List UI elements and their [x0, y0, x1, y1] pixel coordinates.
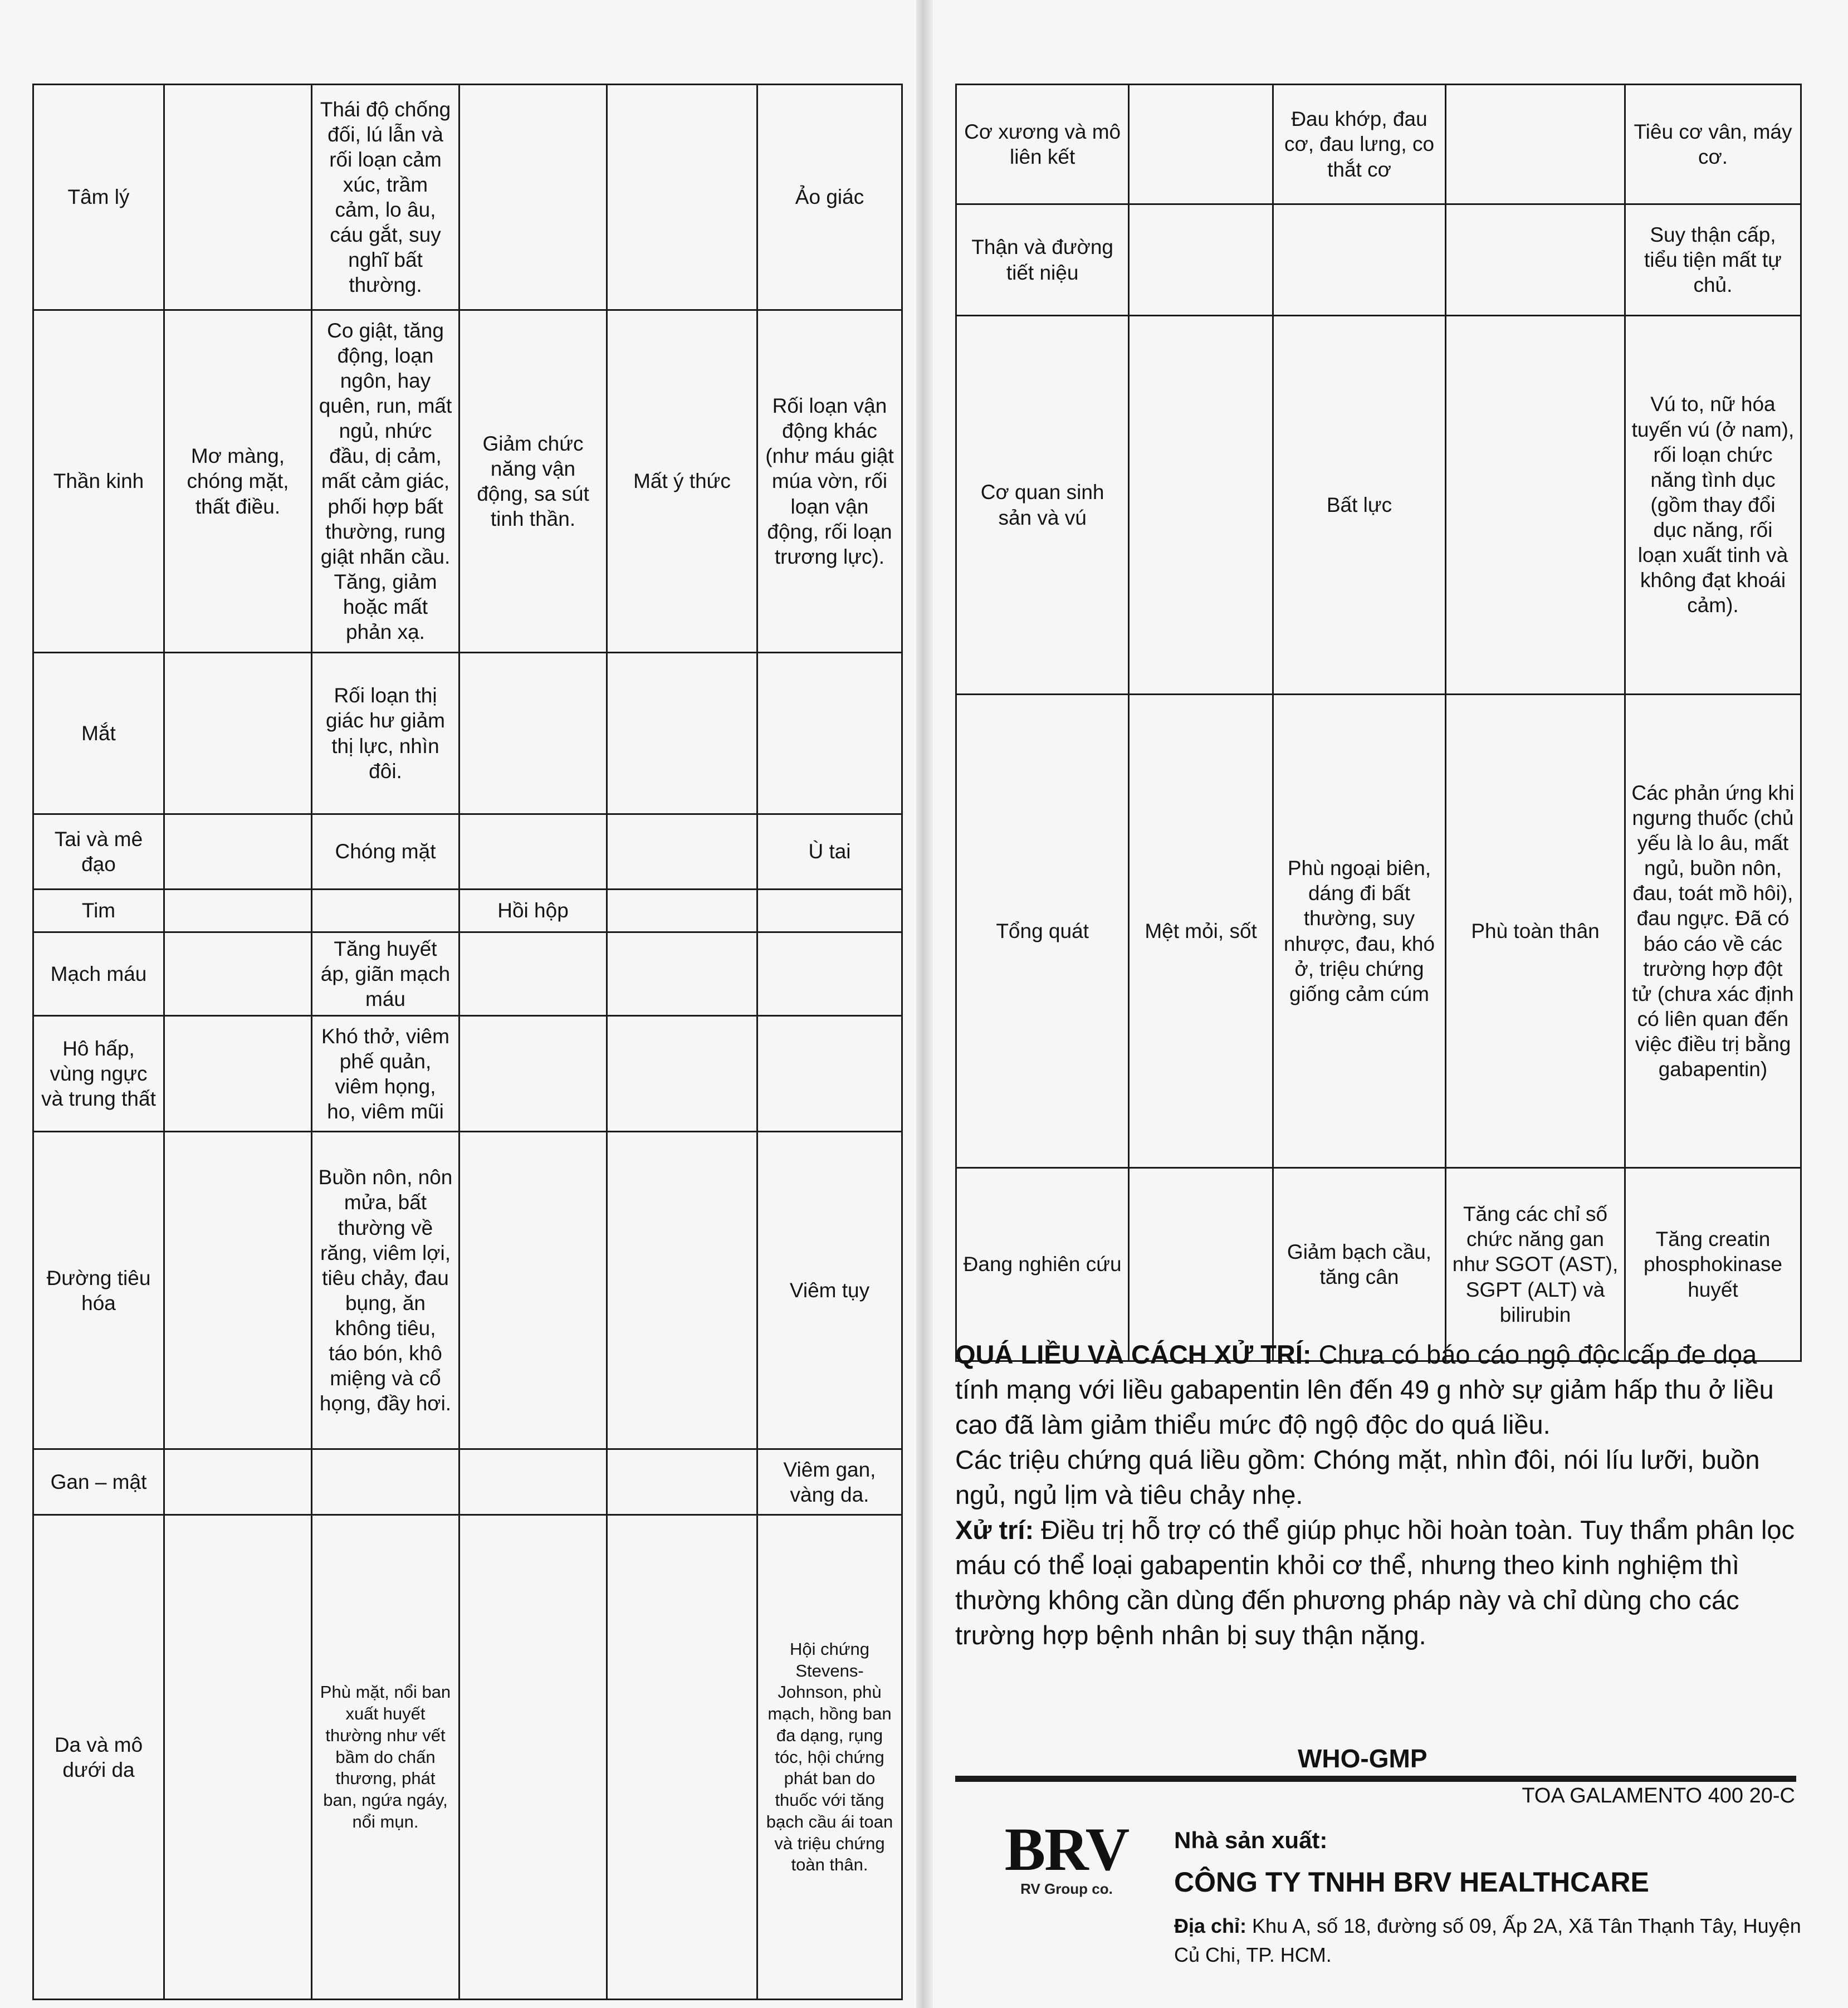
- table-cell: [164, 1449, 312, 1515]
- table-cell: Mơ màng, chóng mặt, thất điều.: [164, 310, 312, 653]
- row-label-cell: Tim: [33, 890, 164, 932]
- adverse-effects-table-right: [955, 84, 1802, 1362]
- table-cell: [607, 932, 757, 1016]
- table-cell: [459, 85, 607, 310]
- table-cell: Tăng creatin phosphokinase huyết: [1625, 1168, 1801, 1361]
- table-cell: Thái độ chống đối, lú lẫn và rối loạn cảm xúc, trầm cảm, lo âu, cáu gắt, suy nghĩ bất thường.: [312, 85, 459, 310]
- table-row: [956, 316, 1801, 695]
- table-cell: Ảo giác: [757, 85, 902, 310]
- table-cell: Rối loạn vận động khác (như máu giật múa vờn, rối loạn vận động, rối loạn trương lực).: [757, 310, 902, 653]
- table-cell: Khó thở, viêm phế quản, viêm họng, ho, viêm mũi: [312, 1016, 459, 1132]
- table-cell: [459, 653, 607, 814]
- row-label-cell: Da và mô dưới da: [33, 1515, 164, 2000]
- table-cell: Viêm tụy: [757, 1132, 902, 1449]
- table-cell: [1129, 85, 1273, 204]
- table-cell: [1446, 316, 1625, 695]
- row-label-cell: Đang nghiên cứu: [956, 1168, 1129, 1361]
- footer-rule: [955, 1776, 1796, 1782]
- table-row: [956, 204, 1801, 316]
- table-row: [33, 1515, 902, 2000]
- adverse-effects-table-left: [32, 84, 903, 2000]
- table-cell: Chóng mặt: [312, 814, 459, 890]
- table-cell: [164, 85, 312, 310]
- table-cell: [757, 653, 902, 814]
- table-cell: [164, 1132, 312, 1449]
- table-cell: Các phản ứng khi ngưng thuốc (chủ yếu là lo âu, mất ngủ, buồn nôn, đau, toát mồ hôi), đau ngực. Đã có báo cáo về các trường hợp đột tử (chưa xác định có liên quan đến việc điều trị bằng gabapentin): [1625, 695, 1801, 1168]
- table-cell: [164, 814, 312, 890]
- table-cell: [1129, 204, 1273, 316]
- table-row: [33, 1132, 902, 1449]
- address-text: Khu A, số 18, đường số 09, Ấp 2A, Xã Tân Thạnh Tây, Huyện Củ Chi, TP. HCM.: [1174, 1914, 1801, 1966]
- company-name: CÔNG TY TNHH BRV HEALTHCARE: [1174, 1867, 1649, 1898]
- row-label-cell: Cơ quan sinh sản và vú: [956, 316, 1129, 695]
- table-cell: [164, 932, 312, 1016]
- table-cell: [1129, 1168, 1273, 1361]
- table-cell: [607, 814, 757, 890]
- table-row: [33, 310, 902, 653]
- table-cell: [607, 1132, 757, 1449]
- row-label-cell: Đường tiêu hóa: [33, 1132, 164, 1449]
- row-label-cell: Mạch máu: [33, 932, 164, 1016]
- document-code: TOA GALAMENTO 400 20-C: [1522, 1784, 1795, 1807]
- table-row: [33, 653, 902, 814]
- company-address: [1174, 1912, 1803, 1970]
- table-cell: Mất ý thức: [607, 310, 757, 653]
- overdose-text: Chưa có báo cáo ngộ độc cấp đe dọa tính mạng với liều gabapentin lên đến 49 g nhờ sự giảm hấp thu ở liều cao đã làm giảm thiểu mức độ ngộ độc do quá liều.: [955, 1340, 1774, 1439]
- treatment-text: Điều trị hỗ trợ có thể giúp phục hồi hoàn toàn. Tuy thẩm phân lọc máu có thể loại gabapentin khỏi cơ thể, nhưng theo kinh nghiệm thì thường không cần dùng đến phương pháp này và chỉ dùng cho các trường hợp bệnh nhân bị suy thận nặng.: [955, 1515, 1795, 1650]
- table-cell: [459, 1449, 607, 1515]
- table-cell: [164, 1016, 312, 1132]
- table-cell: Tăng các chỉ số chức năng gan như SGOT (AST), SGPT (ALT) và bilirubin: [1446, 1168, 1625, 1361]
- treatment-heading: Xử trí:: [955, 1515, 1034, 1545]
- table-cell: Mệt mỏi, sốt: [1129, 695, 1273, 1168]
- table-cell: [164, 1515, 312, 2000]
- table-cell: Co giật, tăng động, loạn ngôn, hay quên, run, mất ngủ, nhức đầu, dị cảm, mất cảm giác, phối hợp bất thường, rung giật nhãn cầu. Tăng, giảm hoặc mất phản xạ.: [312, 310, 459, 653]
- table-cell: Hội chứng Stevens-Johnson, phù mạch, hồng ban đa dạng, rụng tóc, hội chứng phát ban do thuốc với tăng bạch cầu ái toan và triệu chứng toàn thân.: [757, 1515, 902, 2000]
- manufacturer-label: Nhà sản xuất:: [1174, 1827, 1328, 1853]
- table-row: [33, 890, 902, 932]
- table-row: [956, 85, 1801, 204]
- table-cell: Rối loạn thị giác hư giảm thị lực, nhìn đôi.: [312, 653, 459, 814]
- table-cell: [164, 653, 312, 814]
- table-cell: [607, 85, 757, 310]
- table-cell: [1446, 85, 1625, 204]
- brv-logo-text: BRV: [1004, 1815, 1129, 1883]
- table-cell: Giảm chức năng vận động, sa sút tinh thần.: [459, 310, 607, 653]
- table-cell: [757, 890, 902, 932]
- table-cell: Viêm gan, vàng da.: [757, 1449, 902, 1515]
- table-cell: Buồn nôn, nôn mửa, bất thường về răng, viêm lợi, tiêu chảy, đau bụng, ăn không tiêu, táo bón, khô miệng và cổ họng, đầy hơi.: [312, 1132, 459, 1449]
- table-row: [33, 85, 902, 310]
- table-cell: Ù tai: [757, 814, 902, 890]
- table-cell: [459, 1132, 607, 1449]
- overdose-paragraph: [955, 1337, 1802, 1442]
- row-label-cell: Thần kinh: [33, 310, 164, 653]
- table-cell: [1446, 204, 1625, 316]
- table-cell: [607, 1515, 757, 2000]
- table-cell: [607, 1449, 757, 1515]
- treatment-paragraph: [955, 1512, 1802, 1653]
- brv-logo: [1003, 1815, 1131, 1898]
- brv-logo-subtitle: RV Group co.: [1020, 1880, 1113, 1897]
- table-cell: Tăng huyết áp, giãn mạch máu: [312, 932, 459, 1016]
- table-cell: [459, 814, 607, 890]
- table-cell: [607, 653, 757, 814]
- overdose-section: [955, 1337, 1802, 1653]
- manufacturer-block: [1174, 1827, 1803, 1970]
- row-label-cell: Tai và mê đạo: [33, 814, 164, 890]
- table-cell: [757, 1016, 902, 1132]
- row-label-cell: Thận và đường tiết niệu: [956, 204, 1129, 316]
- table-cell: Hồi hộp: [459, 890, 607, 932]
- table-cell: [757, 932, 902, 1016]
- table-cell: Đau khớp, đau cơ, đau lưng, co thắt cơ: [1273, 85, 1445, 204]
- table-cell: Giảm bạch cầu, tăng cân: [1273, 1168, 1445, 1361]
- table-cell: [164, 890, 312, 932]
- table-cell: Vú to, nữ hóa tuyến vú (ở nam), rối loạn chức năng tình dục (gồm thay đổi dục năng, rối loạn xuất tinh và không đạt khoái cảm).: [1625, 316, 1801, 695]
- table-cell: [607, 890, 757, 932]
- table-cell: [459, 1016, 607, 1132]
- row-label-cell: Mắt: [33, 653, 164, 814]
- overdose-symptoms: Các triệu chứng quá liều gồm: Chóng mặt, nhìn đôi, nói líu lưỡi, buồn ngủ, ngủ lịm và tiêu chảy nhẹ.: [955, 1445, 1760, 1509]
- row-label-cell: Cơ xương và mô liên kết: [956, 85, 1129, 204]
- table-row: [956, 695, 1801, 1168]
- table-row: [33, 814, 902, 890]
- table-cell: Phù toàn thân: [1446, 695, 1625, 1168]
- table-row: [33, 1449, 902, 1515]
- row-label-cell: Gan – mật: [33, 1449, 164, 1515]
- table-cell: [312, 890, 459, 932]
- table-cell: [1129, 316, 1273, 695]
- row-label-cell: Tâm lý: [33, 85, 164, 310]
- table-cell: [459, 1515, 607, 2000]
- page-fold: [916, 0, 933, 2008]
- table-cell: Suy thận cấp, tiểu tiện mất tự chủ.: [1625, 204, 1801, 316]
- table-cell: Bất lực: [1273, 316, 1445, 695]
- table-cell: [607, 1016, 757, 1132]
- table-cell: [312, 1449, 459, 1515]
- table-cell: [1273, 204, 1445, 316]
- row-label-cell: Tổng quát: [956, 695, 1129, 1168]
- overdose-heading: QUÁ LIỀU VÀ CÁCH XỬ TRÍ:: [955, 1340, 1312, 1369]
- table-cell: Tiêu cơ vân, máy cơ.: [1625, 85, 1801, 204]
- row-label-cell: Hô hấp, vùng ngực và trung thất: [33, 1016, 164, 1132]
- table-cell: Phù mặt, nổi ban xuất huyết thường như vết bầm do chấn thương, phát ban, ngứa ngáy, nổi mụn.: [312, 1515, 459, 2000]
- table-cell: Phù ngoại biên, dáng đi bất thường, suy nhược, đau, khó ở, triệu chứng giống cảm cúm: [1273, 695, 1445, 1168]
- table-row: [33, 932, 902, 1016]
- address-label: Địa chỉ:: [1174, 1914, 1247, 1937]
- table-row: [33, 1016, 902, 1132]
- who-gmp-label: WHO-GMP: [1298, 1744, 1427, 1773]
- table-cell: [459, 932, 607, 1016]
- table-row: [956, 1168, 1801, 1361]
